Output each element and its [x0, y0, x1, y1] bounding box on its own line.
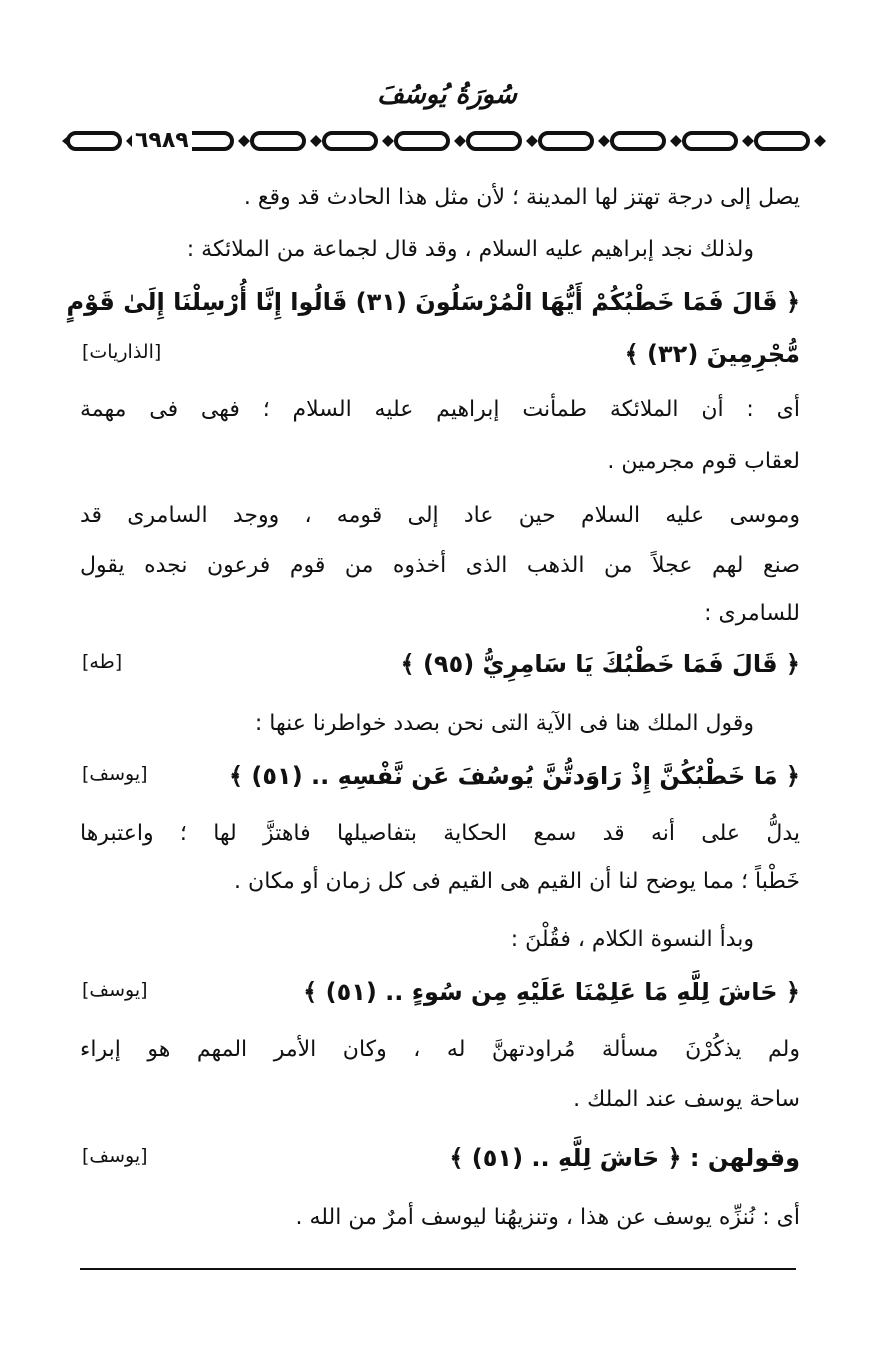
text-line: أى : نُنزِّه يوسف عن هذا ، وتنزيهُنا ليوسف أمرٌ من الله .	[295, 1205, 800, 1230]
source-reference: [يوسف]	[82, 763, 148, 785]
text-line: أى : أن الملائكة طمأنت إبراهيم عليه السلام ؛ فهى فى مهمة	[80, 397, 800, 422]
quran-verse: ﴿ مَا خَطْبُكُنَّ إِذْ رَاوَدتُّنَّ يُوسُفَ عَن نَّفْسِهِ .. (٥١) ﴾	[229, 762, 800, 790]
surah-title: سُورَةُ يُوسُفَ	[377, 80, 517, 110]
text-line: للسامرى :	[704, 601, 800, 626]
quran-verse: مُّجْرِمِينَ (٣٢) ﴾	[624, 340, 800, 368]
quran-verse: وقولهن : ﴿ حَاشَ لِلَّهِ .. (٥١) ﴾	[449, 1144, 800, 1172]
footer-rule	[80, 1268, 796, 1270]
text-line: يدلُّ على أنه قد سمع الحكاية بتفاصيلها فاهتزَّ لها ؛ واعتبرها	[80, 821, 800, 846]
text-line: لعقاب قوم مجرمين .	[607, 449, 800, 474]
text-line: ساحة يوسف عند الملك .	[573, 1087, 800, 1112]
quran-verse: ﴿ قَالَ فَمَا خَطْبُكَ يَا سَامِرِيُّ (٩٥) ﴾	[400, 650, 800, 678]
source-reference: [يوسف]	[82, 1145, 148, 1167]
quran-verse: ﴿ حَاشَ لِلَّهِ مَا عَلِمْنَا عَلَيْهِ مِن سُوءٍ .. (٥١) ﴾	[303, 978, 800, 1006]
text-line: وموسى عليه السلام حين عاد إلى قومه ، ووجد السامرى قد	[80, 503, 800, 528]
quran-verse: ﴿ قَالَ فَمَا خَطْبُكُمْ أَيُّهَا الْمُرْسَلُونَ (٣١) قَالُوا إِنَّا أُرْسِلْنَا إِلَىٰ قَوْمٍ	[66, 288, 800, 316]
text-line: ولم يذكُرْنَ مسألة مُراودتهنَّ له ، وكان الأمر المهم هو إبراء	[80, 1037, 800, 1062]
text-line: وبدأ النسوة الكلام ، فقُلْنَ :	[510, 927, 754, 952]
source-reference: [طه]	[82, 651, 123, 673]
text-line: ولذلك نجد إبراهيم عليه السلام ، وقد قال لجماعة من الملائكة :	[186, 237, 754, 262]
text-line: صنع لهم عجلاً من الذهب الذى أخذوه من قوم فرعون نجده يقول	[80, 553, 800, 578]
source-reference: [يوسف]	[82, 979, 148, 1001]
text-line: وقول الملك هنا فى الآية التى نحن بصدد خواطرنا عنها :	[254, 711, 754, 736]
text-line: يصل إلى درجة تهتز لها المدينة ؛ لأن مثل هذا الحادث قد وقع .	[243, 185, 800, 210]
text-line: خَطْباً ؛ مما يوضح لنا أن القيم هى القيم فى كل زمان أو مكان .	[234, 869, 800, 894]
page-number: ٦٩٨٩	[132, 124, 192, 158]
source-reference: [الذاريات]	[82, 341, 162, 363]
